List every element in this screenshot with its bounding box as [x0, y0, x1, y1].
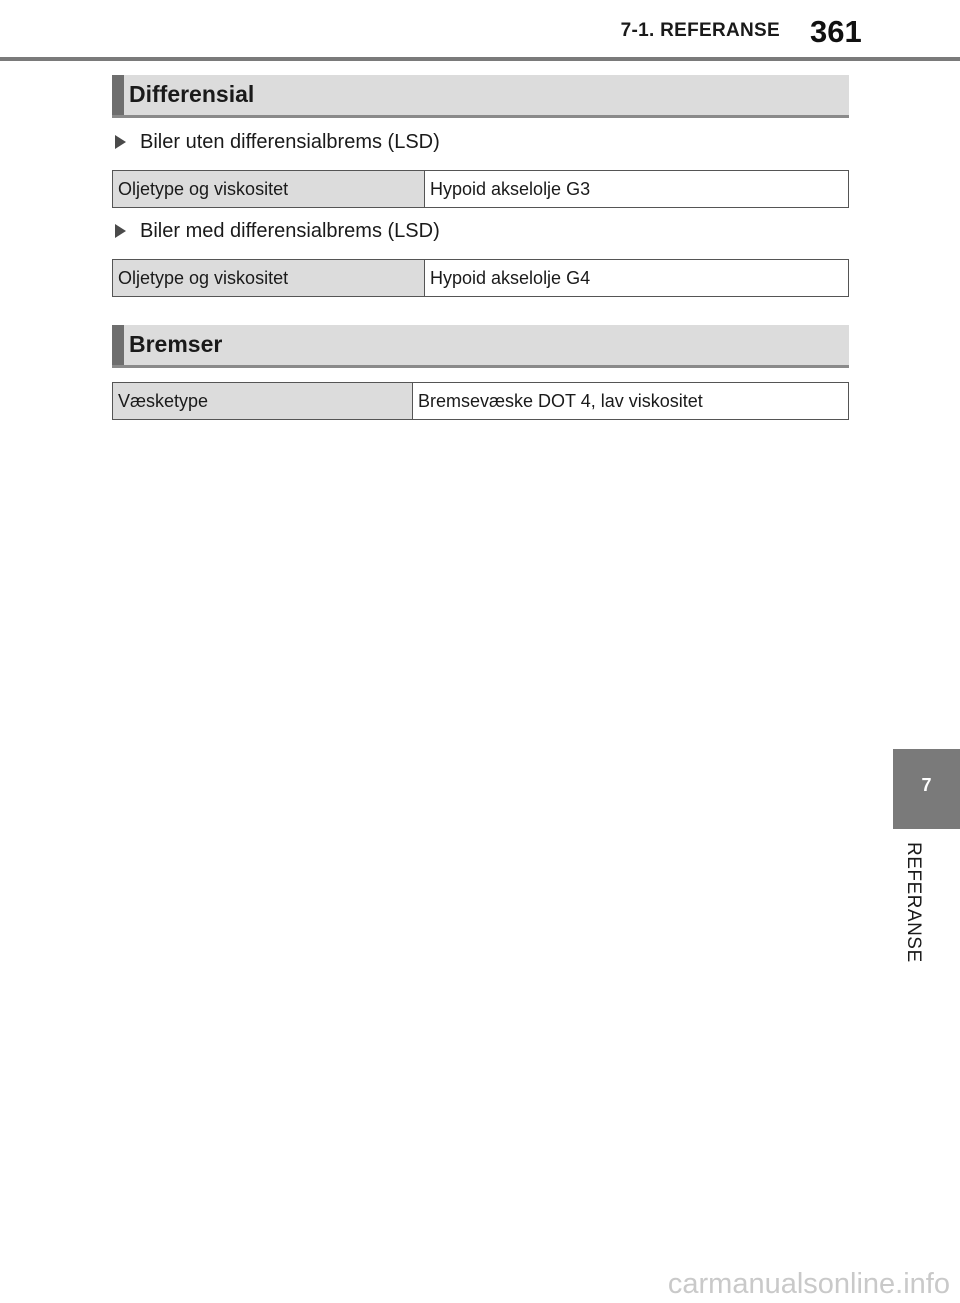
table-label-cell: Oljetype og viskositet: [113, 171, 425, 208]
chapter-tab-number: 7: [921, 775, 932, 795]
heading-accent: [112, 75, 124, 115]
bullet-text: Biler med differensialbrems (LSD): [140, 219, 440, 242]
chapter-side-label: REFERANSE: [903, 842, 924, 963]
triangle-bullet-icon: [115, 135, 126, 149]
bullet-with-lsd: [112, 217, 440, 245]
table-row: [113, 171, 849, 208]
heading-title: Differensial: [129, 81, 255, 107]
heading-accent: [112, 325, 124, 365]
section-label: 7-1. REFERANSE: [620, 20, 780, 41]
table-label-cell: Oljetype og viskositet: [113, 260, 425, 297]
table-value-cell: Hypoid akselolje G3: [425, 171, 849, 208]
table-row: [113, 260, 849, 297]
spec-table-bremser: [112, 382, 849, 420]
bullet-text: Biler uten differensialbrems (LSD): [140, 130, 440, 153]
heading-title: Bremser: [129, 331, 223, 357]
header-rule: [0, 57, 960, 61]
page-header: [0, 0, 960, 60]
spec-table-without-lsd: [112, 170, 849, 208]
table-value-cell: Bremsevæske DOT 4, lav viskositet: [413, 383, 849, 420]
page-number: 361: [810, 14, 862, 49]
heading-bremser: [112, 325, 849, 368]
table-row: [113, 383, 849, 420]
heading-differensial: [112, 75, 849, 118]
table-label-cell: Væsketype: [113, 383, 413, 420]
watermark: carmanualsonline.info: [667, 1268, 950, 1300]
spec-table-with-lsd: [112, 259, 849, 297]
table-value-cell: Hypoid akselolje G4: [425, 260, 849, 297]
bullet-without-lsd: [112, 128, 440, 156]
triangle-bullet-icon: [115, 224, 126, 238]
